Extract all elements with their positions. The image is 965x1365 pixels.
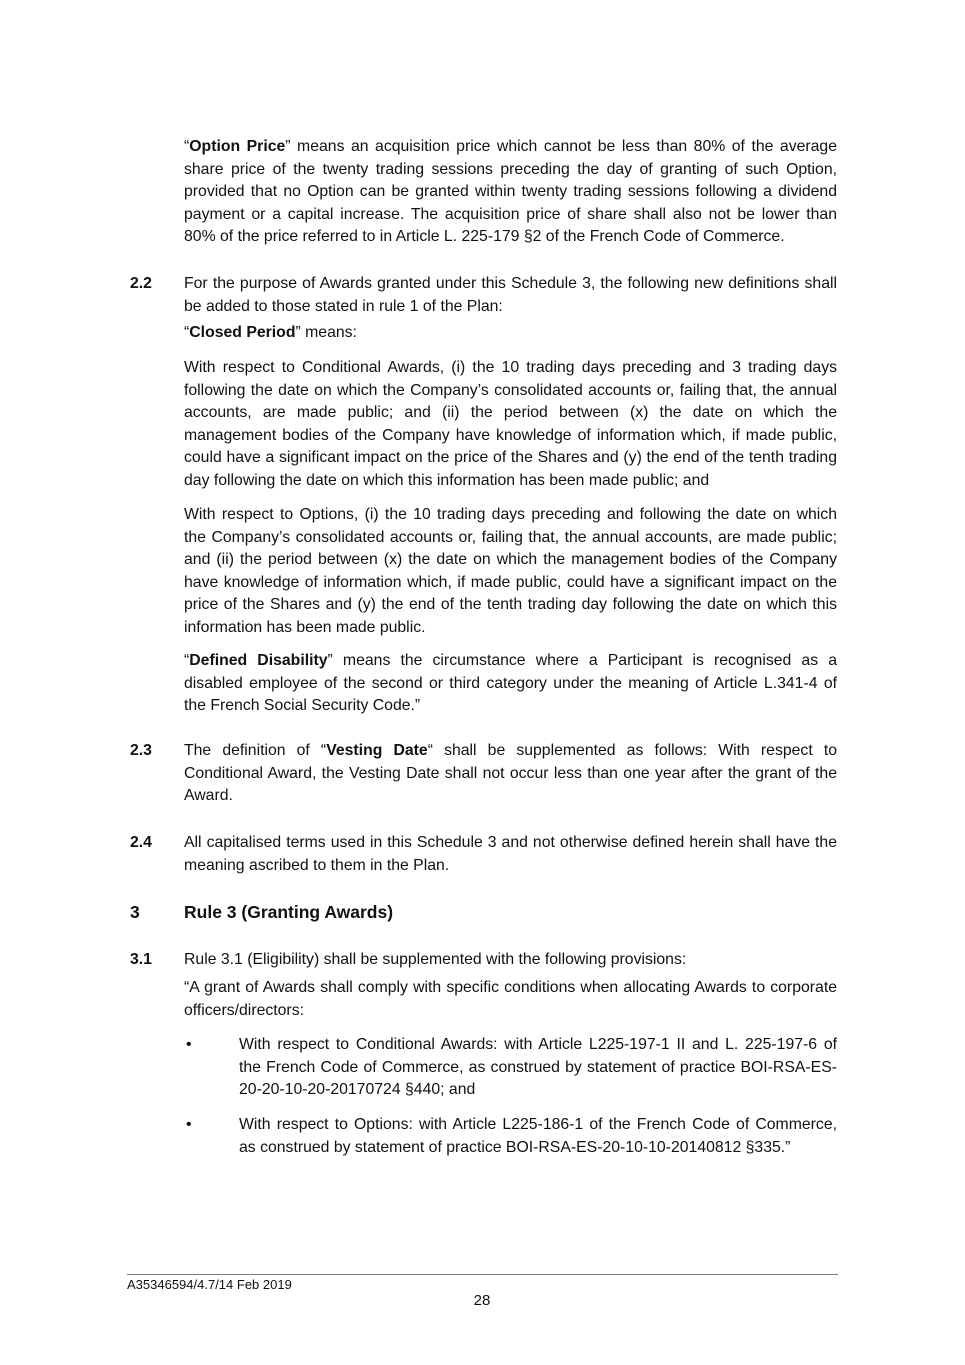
paragraph-line — [184, 322, 837, 345]
closed-period-conditional-awards — [184, 357, 837, 492]
paragraph-line: Award. — [184, 787, 233, 804]
paragraph-line — [184, 740, 837, 763]
paragraph-line: the French Code of Commerce, as construed by statement of practice BOI-RSA-ES- — [239, 1058, 837, 1076]
paragraph-line: day following the date on which this information has been made public; and — [184, 471, 710, 489]
paragraph-line: provided that no Option can be granted within twenty trading sessions following a dividend — [184, 183, 837, 200]
defined-term-closed-period: Closed Period — [189, 324, 296, 341]
defined-term-vesting-date: Vesting Date — [326, 742, 428, 759]
paragraph-line: be added to those stated in rule 1 of the Plan: — [184, 297, 503, 315]
paragraph-line: the Company’s consolidated accounts or, failing that, the annual accounts, are made public; — [184, 528, 837, 546]
paragraph-line: With respect to Conditional Awards, (i) the 10 trading days preceding and 3 trading days — [184, 359, 837, 376]
bullet-icon: • — [186, 1036, 192, 1053]
paragraph-line — [184, 650, 837, 673]
defined-disability-definition — [184, 650, 837, 718]
clause-2-4-text — [184, 832, 837, 877]
paragraph-line: For the purpose of Awards granted under this Schedule 3, the following new definitions shall — [184, 275, 837, 292]
clause-3-1-intro — [184, 949, 837, 972]
section-number-3: 3 — [130, 902, 140, 922]
paragraph-line: Rule 3.1 (Eligibility) shall be supplemented with the following provisions: — [184, 951, 687, 968]
footer-rule — [127, 1274, 838, 1275]
paragraph-line: share price of the twenty trading sessions preceding the day of granting of such Option, — [184, 160, 837, 178]
defined-term-defined-disability: Defined Disability — [189, 652, 328, 669]
paragraph-line: price of the Shares and (y) the end of the tenth trading day following the date on which this — [184, 596, 837, 613]
bullet-item-options — [239, 1114, 837, 1159]
paragraph-line: and (ii) the period between (x) the date on which the management bodies of the Company — [184, 551, 837, 568]
paragraph-line: have knowledge of information which, if made public, could have a significant impact on the — [184, 573, 837, 591]
paragraph-line: “A grant of Awards shall comply with specific conditions when allocating Awards to corporate — [184, 979, 837, 996]
line-text: ” means the circumstance where a Participant is recognised as a — [327, 652, 837, 669]
paragraph-line — [184, 136, 837, 159]
open-quote: “ — [184, 652, 190, 669]
paragraph-line: management bodies of the Company have knowledge of information which, if made public, — [184, 426, 837, 444]
paragraph-line: With respect to Options, (i) the 10 trading days preceding and following the date on which — [184, 506, 837, 523]
document-reference: A35346594/4.7/14 Feb 2019 — [127, 1277, 292, 1292]
line-text: The definition of “ — [184, 742, 327, 759]
bullet-icon: • — [186, 1116, 192, 1133]
paragraph-line: With respect to Options: with Article L225-186-1 of the French Code of Commerce, — [239, 1116, 837, 1133]
page-number: 28 — [473, 1292, 491, 1309]
paragraph-line: following the date on which the Company’s consolidated accounts or, failing that, the annual — [184, 381, 837, 399]
clause-2-2-text — [184, 273, 837, 318]
defined-term-option-price: Option Price — [189, 138, 286, 155]
paragraph-line: meaning ascribed to them in the Plan. — [184, 856, 450, 874]
paragraph-line: accounts, are made public; and (ii) the period between (x) the date on which the — [184, 404, 837, 421]
bullet-item-conditional-awards — [239, 1034, 837, 1102]
clause-3-1-grant-text — [184, 977, 837, 1022]
paragraph-line: officers/directors: — [184, 1001, 304, 1019]
closed-period-heading — [184, 322, 837, 345]
paragraph-line: disabled employee of the second or third category under the meaning of Article L.341-4 of — [184, 674, 837, 692]
clause-number-2-4: 2.4 — [130, 834, 152, 851]
clause-number-2-2: 2.2 — [130, 275, 152, 292]
line-text: ” means an acquisition price which cannot be less than 80% of the average — [285, 138, 837, 155]
paragraph-line: 20-20-10-20-20170724 §440; and — [239, 1081, 476, 1098]
clause-2-3-text — [184, 740, 837, 808]
paragraph-line: the French Social Security Code.” — [184, 697, 421, 714]
open-quote: “ — [184, 324, 190, 341]
paragraph-line: With respect to Conditional Awards: with Article L225-197-1 II and L. 225-197-6 of — [239, 1036, 837, 1053]
option-price-definition — [184, 136, 837, 249]
paragraph-line: 80% of the price referred to in Article L. 225-179 §2 of the French Code of Commerce. — [184, 228, 785, 245]
line-text: ” means: — [295, 324, 357, 341]
paragraph-line: information has been made public. — [184, 618, 426, 636]
paragraph-line: as construed by statement of practice BOI-RSA-ES-20-10-10-20140812 §335.” — [239, 1138, 791, 1156]
section-title: Rule 3 (Granting Awards) — [184, 902, 394, 922]
open-quote: “ — [184, 138, 190, 155]
line-text: “ shall be supplemented as follows: With respect to — [427, 742, 837, 759]
paragraph-line: could have a significant impact on the price of the Shares and (y) the end of the tenth trading — [184, 449, 837, 466]
clause-number-2-3: 2.3 — [130, 742, 152, 759]
paragraph-line: All capitalised terms used in this Schedule 3 and not otherwise defined herein shall have the — [184, 834, 837, 851]
paragraph-line: Conditional Award, the Vesting Date shall not occur less than one year after the grant of the — [184, 764, 837, 782]
paragraph-line: payment or a capital increase. The acquisition price of share shall also not be lower than — [184, 205, 837, 223]
closed-period-options — [184, 504, 837, 639]
clause-number-3-1: 3.1 — [130, 951, 152, 968]
